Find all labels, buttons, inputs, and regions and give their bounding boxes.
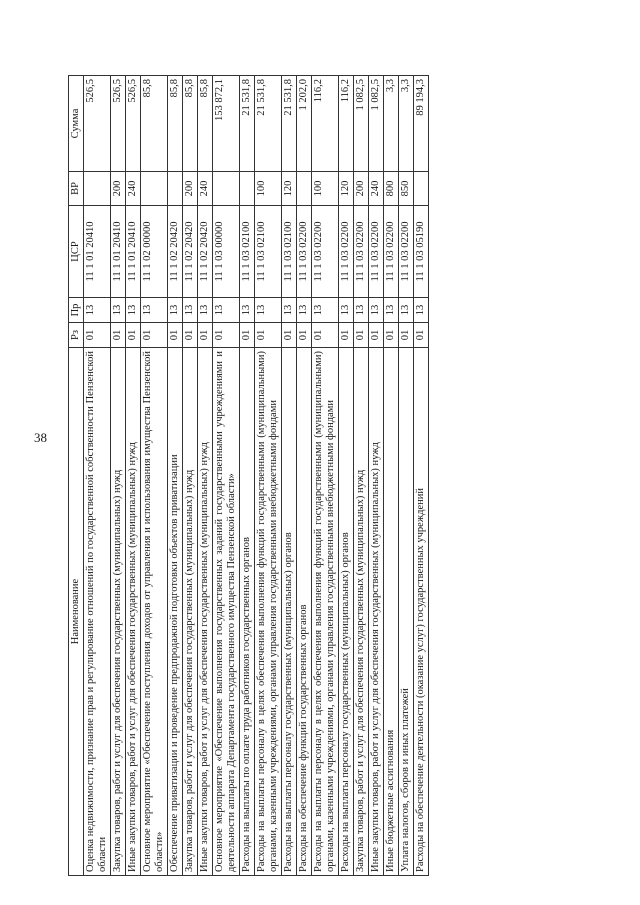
row-rz: 01 (213, 323, 240, 348)
row-vr: 850 (399, 172, 414, 206)
row-csr: 11 1 03 02200 (312, 206, 339, 298)
row-name: Расходы на выплаты персоналу в целях обеспечения выполнения функций государственными (муниципальными) органами, казенными учреждениями, органами управления государственными внебюджетными фондами (255, 348, 282, 876)
row-rz: 01 (399, 323, 414, 348)
row-pr: 13 (354, 298, 369, 323)
row-name: Иные закупки товаров, работ и услуг для обеспечения государственных (муниципальных) нужд (126, 348, 141, 876)
row-pr: 13 (384, 298, 399, 323)
row-rz: 01 (282, 323, 297, 348)
row-vr: 240 (198, 172, 213, 206)
row-sum: 89 194,3 (414, 76, 429, 172)
row-csr: 11 1 03 02100 (255, 206, 282, 298)
row-rz: 01 (384, 323, 399, 348)
row-pr: 13 (168, 298, 183, 323)
row-csr: 11 1 03 02100 (240, 206, 255, 298)
row-rz: 01 (414, 323, 429, 348)
row-csr: 11 1 03 02200 (384, 206, 399, 298)
row-vr (213, 172, 240, 206)
row-rz: 01 (183, 323, 198, 348)
row-pr: 13 (255, 298, 282, 323)
row-vr (141, 172, 168, 206)
row-pr: 13 (84, 298, 111, 323)
table-row (399, 76, 414, 876)
table-body (84, 76, 429, 876)
row-pr: 13 (297, 298, 312, 323)
row-rz: 01 (240, 323, 255, 348)
row-sum: 3,3 (399, 76, 414, 172)
header-vr: ВР (69, 172, 84, 206)
row-vr (414, 172, 429, 206)
row-name: Расходы на обеспечение деятельности (оказание услуг) государственных учреждений (414, 348, 429, 876)
row-pr: 13 (369, 298, 384, 323)
row-name: Расходы на выплаты по оплате труда работников государственных органов (240, 348, 255, 876)
row-name: Закупка товаров, работ и услуг для обеспечения государственных (муниципальных) нужд (183, 348, 198, 876)
header-rz: Рз (69, 323, 84, 348)
row-name: Иные бюджетные ассигнования (384, 348, 399, 876)
row-pr: 13 (414, 298, 429, 323)
row-vr: 240 (126, 172, 141, 206)
row-sum: 116,2 (339, 76, 354, 172)
row-pr: 13 (399, 298, 414, 323)
row-sum: 153 872,1 (213, 76, 240, 172)
row-vr: 200 (111, 172, 126, 206)
header-csr: ЦСР (69, 206, 84, 298)
table-row (354, 76, 369, 876)
header-pr: Пр (69, 298, 84, 323)
budget-table (68, 75, 429, 876)
row-csr: 11 1 03 00000 (213, 206, 240, 298)
row-sum: 85,8 (183, 76, 198, 172)
row-sum: 85,8 (168, 76, 183, 172)
row-pr: 13 (126, 298, 141, 323)
row-rz: 01 (198, 323, 213, 348)
row-pr: 13 (240, 298, 255, 323)
row-csr: 11 1 03 02200 (354, 206, 369, 298)
table-row (282, 76, 297, 876)
table-row (213, 76, 240, 876)
row-sum: 1 202,0 (297, 76, 312, 172)
row-pr: 13 (111, 298, 126, 323)
row-csr: 11 1 03 02200 (369, 206, 384, 298)
table-row (84, 76, 111, 876)
row-sum: 1 082,5 (354, 76, 369, 172)
row-rz: 01 (354, 323, 369, 348)
row-sum: 116,2 (312, 76, 339, 172)
row-pr: 13 (198, 298, 213, 323)
table-row (384, 76, 399, 876)
table-row (183, 76, 198, 876)
row-rz: 01 (141, 323, 168, 348)
table-row (198, 76, 213, 876)
row-rz: 01 (369, 323, 384, 348)
row-name: Оценка недвижимости, признание прав и регулирование отношений по государственной собственности Пензенской области (84, 348, 111, 876)
row-rz: 01 (312, 323, 339, 348)
row-rz: 01 (255, 323, 282, 348)
row-sum: 21 531,8 (255, 76, 282, 172)
table-row (141, 76, 168, 876)
row-vr: 100 (312, 172, 339, 206)
row-vr (84, 172, 111, 206)
row-rz: 01 (111, 323, 126, 348)
table-row (111, 76, 126, 876)
row-sum: 3,3 (384, 76, 399, 172)
row-csr: 11 1 01 20410 (111, 206, 126, 298)
table-row (414, 76, 429, 876)
row-csr: 11 1 03 05190 (414, 206, 429, 298)
row-name: Расходы на выплаты персоналу государственных (муниципальных) органов (339, 348, 354, 876)
row-csr: 11 1 03 02200 (339, 206, 354, 298)
rotated-budget-table (68, 76, 578, 876)
row-sum: 526,5 (126, 76, 141, 172)
row-name: Основное мероприятие «Обеспечение поступления доходов от управления и использования имущества Пензенской области» (141, 348, 168, 876)
row-pr: 13 (183, 298, 198, 323)
row-rz: 01 (297, 323, 312, 348)
row-vr: 240 (369, 172, 384, 206)
row-csr: 11 1 03 02200 (297, 206, 312, 298)
row-vr (240, 172, 255, 206)
row-rz: 01 (168, 323, 183, 348)
row-vr: 200 (183, 172, 198, 206)
header-sum: Сумма (69, 76, 84, 172)
row-sum: 21 531,8 (240, 76, 255, 172)
page-number: 38 (34, 430, 47, 445)
row-csr: 11 1 02 20420 (198, 206, 213, 298)
row-name: Иные закупки товаров, работ и услуг для обеспечения государственных (муниципальных) нужд (369, 348, 384, 876)
row-csr: 11 1 01 20410 (84, 206, 111, 298)
row-name: Уплата налогов, сборов и иных платежей (399, 348, 414, 876)
row-csr: 11 1 01 20410 (126, 206, 141, 298)
row-pr: 13 (141, 298, 168, 323)
row-sum: 1 082,5 (369, 76, 384, 172)
table-row (168, 76, 183, 876)
table-row (255, 76, 282, 876)
row-pr: 13 (339, 298, 354, 323)
row-name: Обеспечение приватизации и проведение предпродажной подготовки объектов приватизации (168, 348, 183, 876)
row-pr: 13 (282, 298, 297, 323)
row-name: Расходы на обеспечение функций государственных органов (297, 348, 312, 876)
row-sum: 85,8 (141, 76, 168, 172)
row-rz: 01 (84, 323, 111, 348)
row-name: Иные закупки товаров, работ и услуг для обеспечения государственных (муниципальных) нужд (198, 348, 213, 876)
header-name: Наименование (69, 348, 84, 876)
row-pr: 13 (312, 298, 339, 323)
row-pr: 13 (213, 298, 240, 323)
row-csr: 11 1 03 02100 (282, 206, 297, 298)
row-sum: 85,8 (198, 76, 213, 172)
row-csr: 11 1 02 20420 (168, 206, 183, 298)
row-vr (297, 172, 312, 206)
row-vr: 200 (354, 172, 369, 206)
row-name: Основное мероприятие «Обеспечение выполнения государственных заданий государственными учреждениями и деятельности аппарата Департамента государственного имущества Пензенской области» (213, 348, 240, 876)
table-row (297, 76, 312, 876)
row-sum: 526,5 (111, 76, 126, 172)
table-header-row (69, 76, 84, 876)
row-name: Закупка товаров, работ и услуг для обеспечения государственных (муниципальных) нужд (354, 348, 369, 876)
row-rz: 01 (339, 323, 354, 348)
row-name: Расходы на выплаты персоналу в целях обеспечения выполнения функций государственными (муниципальными) органами, казенными учреждениями, органами управления государственными внебюджетными фондами (312, 348, 339, 876)
row-vr: 100 (255, 172, 282, 206)
row-vr (168, 172, 183, 206)
table-row (240, 76, 255, 876)
row-rz: 01 (126, 323, 141, 348)
row-vr: 120 (339, 172, 354, 206)
row-vr: 120 (282, 172, 297, 206)
row-csr: 11 1 02 00000 (141, 206, 168, 298)
row-name: Расходы на выплаты персоналу государственных (муниципальных) органов (282, 348, 297, 876)
table-row (126, 76, 141, 876)
row-csr: 11 1 02 20420 (183, 206, 198, 298)
row-vr: 800 (384, 172, 399, 206)
table-row (369, 76, 384, 876)
row-sum: 526,5 (84, 76, 111, 172)
table-row (339, 76, 354, 876)
row-sum: 21 531,8 (282, 76, 297, 172)
table-row (312, 76, 339, 876)
row-name: Закупка товаров, работ и услуг для обеспечения государственных (муниципальных) нужд (111, 348, 126, 876)
row-csr: 11 1 03 02200 (399, 206, 414, 298)
